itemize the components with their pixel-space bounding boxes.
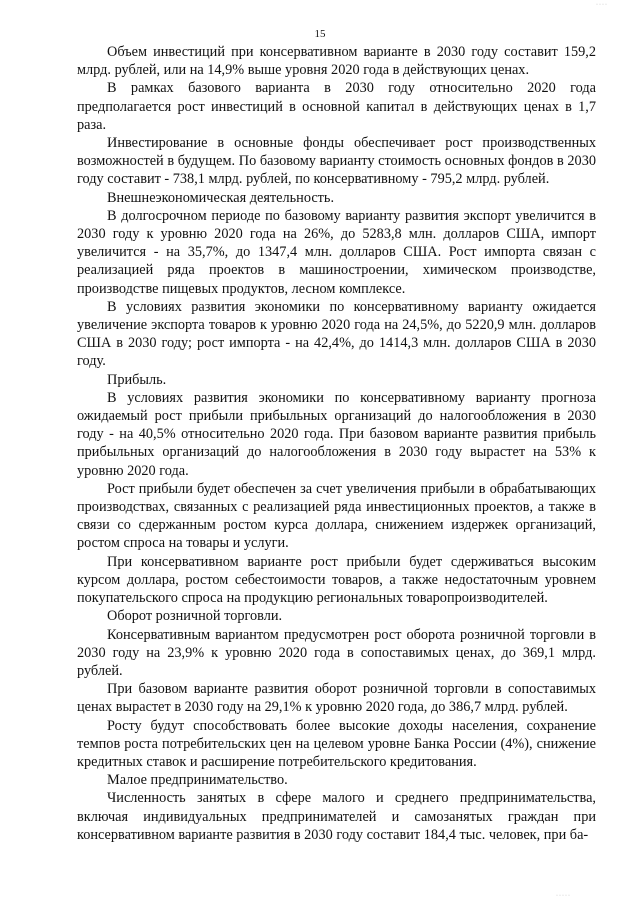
section-heading-foreign-trade: Внешнеэкономическая деятельность. xyxy=(107,189,335,206)
section-heading-profit: Прибыль. xyxy=(107,371,167,388)
page-number: 15 xyxy=(314,28,326,40)
paragraph-export-conservative: В условиях развития экономики по консервативному варианту ожидается увеличение экспорта товаров к уровню 2020 года на 24,5%, до 5220,9 млн. долларов США в 2030 году; рост импорта - на 42,4%, до 1414,3 млн. долларов США в 2030 году. xyxy=(77,298,596,370)
paragraph-investment-base: В рамках базового варианта в 2030 году относительно 2020 года предполагается рост инвестиций в основной капитал в действующих ценах в 1,7 раза. xyxy=(77,80,596,133)
paragraph-small-business: Численность занятых в сфере малого и среднего предпринимательства, включая индивидуальных предпринимателей и самозанятых граждан при консервативном варианте развития в 2030 году составит 184,4 тыс. человек, при ба- xyxy=(77,790,596,843)
paragraph-profit-drivers: Рост прибыли будет обеспечен за счет увеличения прибыли в обрабатывающих производствах, связанных с реализацией ряда инвестиционных проектов, а также в связи со сдержанным ростом курса доллара, снижением издержек организаций, ростом спроса на товары и услуги. xyxy=(77,480,596,552)
paragraph-profit-forecast: В условиях развития экономики по консервативному варианту прогноза ожидаемый рост прибыли прибыльных организаций до налогообложения в 2030 году - на 40,5% относительно 2020 года. При базовом варианте развития прибыль прибыльных организаций до налогообложения в 2030 году вырастет на 53% к уровню 2020 года. xyxy=(77,389,596,479)
paragraph-retail-factors: Росту будут способствовать более высокие доходы населения, сохранение темпов роста потребительских цен на целевом уровне Банка России (4%), снижение кредитных ставок и расширение потребительского кредитования. xyxy=(77,717,596,770)
paragraph-retail-conservative: Консервативным вариантом предусмотрен рост оборота розничной торговли в 2030 году на 23,9% к уровню 2020 года в сопоставимых ценах, до 369,1 млрд. рублей. xyxy=(77,626,596,679)
scan-mark-bottom: ····· xyxy=(556,893,571,899)
paragraph-export-base: В долгосрочном периоде по базовому варианту развития экспорт увеличится в 2030 году к уровню 2020 года на 26%, до 5283,8 млн. долларов США, импорт увеличится - на 35,7%, до 1347,4 млн. долларов США. Рост импорта связан с реализацией ряда проектов в машиностроении, химическом производстве, производстве пищевых продуктов, лесном комплексе. xyxy=(77,207,596,297)
paragraph-fixed-assets: Инвестирование в основные фонды обеспечивает рост производственных возможностей в будущем. По базовому варианту стоимость основных фондов в 2030 году составит - 738,1 млрд. рублей, по консервативному - 795,2 млрд. рублей. xyxy=(77,135,596,188)
paragraph-retail-base: При базовом варианте развития оборот розничной торговли в сопоставимых ценах вырастет в 2030 году на 29,1% к уровню 2020 года, до 386,7 млрд. рублей. xyxy=(77,681,596,716)
paragraph-investment-conservative: Объем инвестиций при консервативном варианте в 2030 году составит 159,2 млрд. рублей, или на 14,9% выше уровня 2020 года в действующих ценах. xyxy=(77,44,596,79)
paragraph-profit-conservative: При консервативном варианте рост прибыли будет сдерживаться высоким курсом доллара, ростом себестоимости товаров, а также недостаточным уровнем покупательского спроса на продукцию региональных товаропроизводителей. xyxy=(77,553,596,607)
section-heading-small-business: Малое предпринимательство. xyxy=(107,772,288,789)
scan-mark-top: ···· xyxy=(596,2,608,8)
section-heading-retail: Оборот розничной торговли. xyxy=(107,608,283,625)
document-body xyxy=(77,43,596,844)
